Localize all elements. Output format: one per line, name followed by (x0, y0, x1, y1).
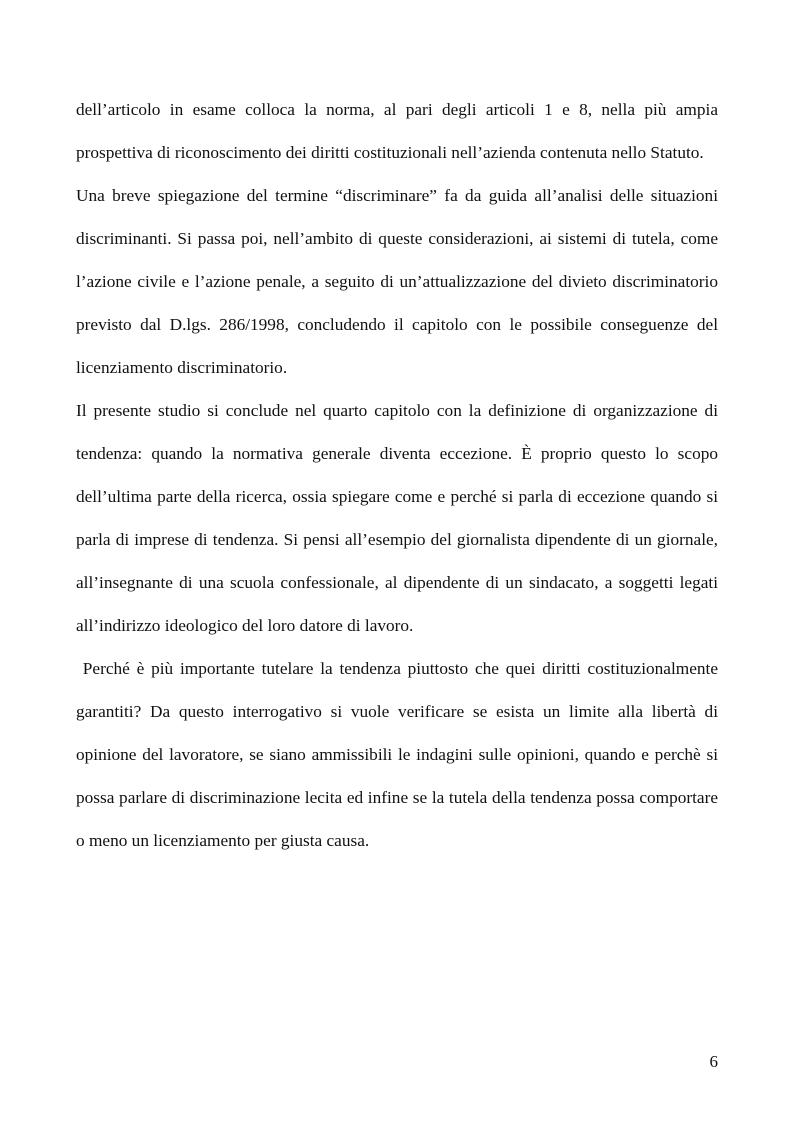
page-number: 6 (709, 1052, 718, 1071)
paragraph-4: Perché è più importante tutelare la tendenza piuttosto che quei diritti costituzionalmente garantiti? Da questo interrogativo si vuole verificare se esista un limite alla libertà di opinione del lavoratore, se siano ammissibili le indagini sulle opinioni, quando e perchè si possa parlare di discriminazione lecita ed infine se la tutela della tendenza possa comportare o meno un licenziamento per giusta causa. (76, 659, 723, 850)
paragraph-3: Il presente studio si conclude nel quarto capitolo con la definizione di organizzazione di tendenza: quando la normativa generale diventa eccezione. È proprio questo lo scopo dell’ultima parte della ricerca, ossia spiegare come e perché si parla di eccezione quando si parla di imprese di tendenza. Si pensi all’esempio del giornalista dipendente di un giornale, all’insegnante di una scuola confessionale, al dipendente di un sindacato, a soggetti legati all’indirizzo ideologico del loro datore di lavoro. (76, 401, 718, 635)
document-body (76, 88, 723, 862)
paragraph-2: Una breve spiegazione del termine “discriminare” fa da guida all’analisi delle situazioni discriminanti. Si passa poi, nell’ambito di queste considerazioni, ai sistemi di tutela, come l’azione civile e l’azione penale, a seguito di un’attualizzazione del divieto discriminatorio previsto dal D.lgs. 286/1998, concludendo il capitolo con le possibile conseguenze del licenziamento discriminatorio. (76, 186, 718, 377)
paragraph-1: dell’articolo in esame colloca la norma, al pari degli articoli 1 e 8, nella più ampia prospettiva di riconoscimento dei diritti costituzionali nell’azienda contenuta nello Statuto. (76, 100, 718, 162)
